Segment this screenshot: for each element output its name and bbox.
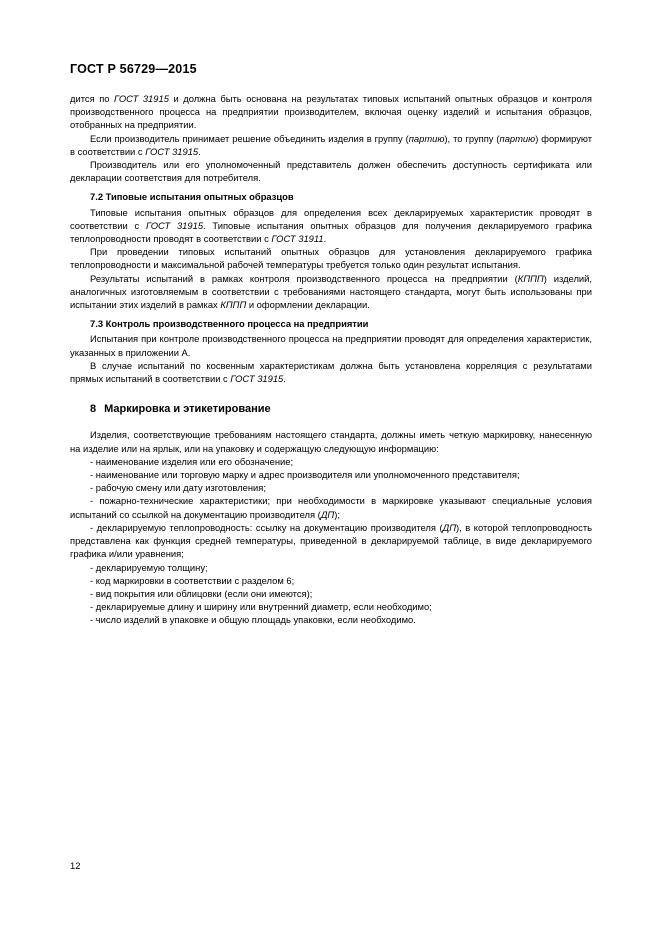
- list-item: - наименование изделия или его обозначение;: [90, 455, 294, 467]
- paragraph-8: [70, 359, 592, 385]
- p6-text-c: и оформлении декларации.: [246, 299, 370, 311]
- section-heading-8: [70, 403, 592, 416]
- p2-text-a: Если производитель принимает решение объединить изделия в группу (: [90, 132, 409, 144]
- li4-text-a: - пожарно-технические характеристики; при необходимости в маркировке указывают специальные условия испытаний со ссылкой на документацию производителя (: [70, 495, 592, 520]
- section-heading-7-3: 7.3 Контроль производственного процесса на предприятии: [90, 318, 369, 330]
- p2-em-2: партию: [499, 132, 536, 144]
- section-heading-7-2: 7.2 Типовые испытания опытных образцов: [90, 191, 294, 203]
- paragraph-2: [70, 132, 592, 158]
- page-number: 12: [70, 860, 81, 871]
- list-item: [70, 494, 592, 520]
- p2-text-b: ), то группу (: [444, 132, 500, 144]
- p4-text-c: .: [323, 233, 327, 245]
- p6-text-a: Результаты испытаний в рамках контроля производственного процесса на предприятии (: [90, 272, 518, 284]
- document-body: [70, 92, 592, 627]
- p4-text-a: Типовые испытания опытных образцов для определения всех декларируемых характеристик проводят в соответствии с: [70, 206, 592, 231]
- paragraph-5: При проведении типовых испытаний опытных образцов для установления декларируемого графика теплопроводности и максимальной рабочей температуры требуется только один результат испытания.: [70, 246, 592, 271]
- li4-abbr: ДП: [320, 508, 335, 520]
- paragraph-6: [70, 272, 592, 312]
- li4-text-b: );: [334, 508, 340, 520]
- p1-text-a: дится по: [70, 93, 115, 104]
- section-8-number: 8: [90, 403, 97, 416]
- list-item: - код маркировки в соответствии с разделом 6;: [90, 574, 295, 586]
- p4-text-b: . Типовые испытания опытных образцов для получения декларируемого графика теплопроводности проводят в соответствии с: [70, 219, 592, 245]
- li5-abbr: ДП: [442, 521, 457, 533]
- paragraph-4: [70, 206, 592, 246]
- list-item: - наименование или торговую марку и адрес производителя или уполномоченного представителя;: [90, 469, 520, 481]
- p2-em-1: партию: [408, 132, 445, 144]
- list-item: - декларируемые длину и ширину или внутренний диаметр, если необходимо;: [90, 601, 432, 613]
- paragraph-3: Производитель или его уполномоченный представитель должен обеспечить доступность сертификата или декларации соответствия для потребителя.: [70, 159, 592, 184]
- p8-text-a: В случае испытаний по косвенным характеристикам должна быть установлена корреляция с результатами прямых испытаний в соответствии с: [70, 359, 592, 385]
- p6-abbr-1: КППП: [517, 272, 544, 284]
- p8-text-b: .: [283, 373, 286, 385]
- li5-text-a: - декларируемую теплопроводность: ссылку на документацию производителя (: [90, 521, 443, 533]
- p6-abbr-2: КППП: [220, 299, 247, 311]
- li5-text-b: ), в которой теплопроводность представлена как функция средней температуры, приведенной в декларируемой таблице, в виде декларируемого графика и/или уравнения;: [70, 521, 592, 560]
- paragraph-7: Испытания при контроле производственного процесса на предприятии проводят для определения характеристик, указанных в приложении А.: [70, 333, 592, 358]
- paragraph-9: Изделия, соответствующие требованиям настоящего стандарта, должны иметь четкую маркировку, нанесенную на изделие или на ярлык, или на упаковку и содержащую следующую информацию:: [70, 429, 592, 454]
- p2-ref-1: ГОСТ 31915: [145, 145, 199, 157]
- page-header: ГОСТ Р 56729—2015: [70, 62, 197, 76]
- list-item: - вид покрытия или облицовки (если они имеются);: [90, 587, 313, 599]
- list-item: - рабочую смену или дату изготовления;: [90, 482, 266, 494]
- p1-ref-1: ГОСТ 31915: [114, 93, 169, 104]
- p4-ref-2: ГОСТ 31911: [271, 233, 324, 245]
- list-item: - число изделий в упаковке и общую площадь упаковки, если необходимо.: [90, 614, 416, 626]
- p2-text-d: .: [198, 145, 201, 157]
- paragraph-1: [70, 92, 592, 132]
- list-item: - декларируемую толщину;: [90, 561, 208, 573]
- p4-ref-1: ГОСТ 31915: [145, 219, 204, 231]
- p6-text-b: ) изделий, аналогичных изготовляемым в соответствии с требованиями настоящего стандарта, могут быть использованы при испытании этих изделий в рамках: [70, 272, 592, 311]
- list-item: [70, 521, 592, 561]
- p2-text-c: ) формируют в соответствии с: [70, 132, 592, 157]
- p8-ref-1: ГОСТ 31915: [230, 373, 284, 385]
- p1-text-b: и должна быть основана на результатах типовых испытаний опытных образцов и контроля производственного процесса на предприятии производителем, включая оценку изделий и испытания образцов, отобранных на предприятии.: [70, 93, 592, 131]
- section-8-title: Маркировка и этикетирование: [104, 403, 271, 416]
